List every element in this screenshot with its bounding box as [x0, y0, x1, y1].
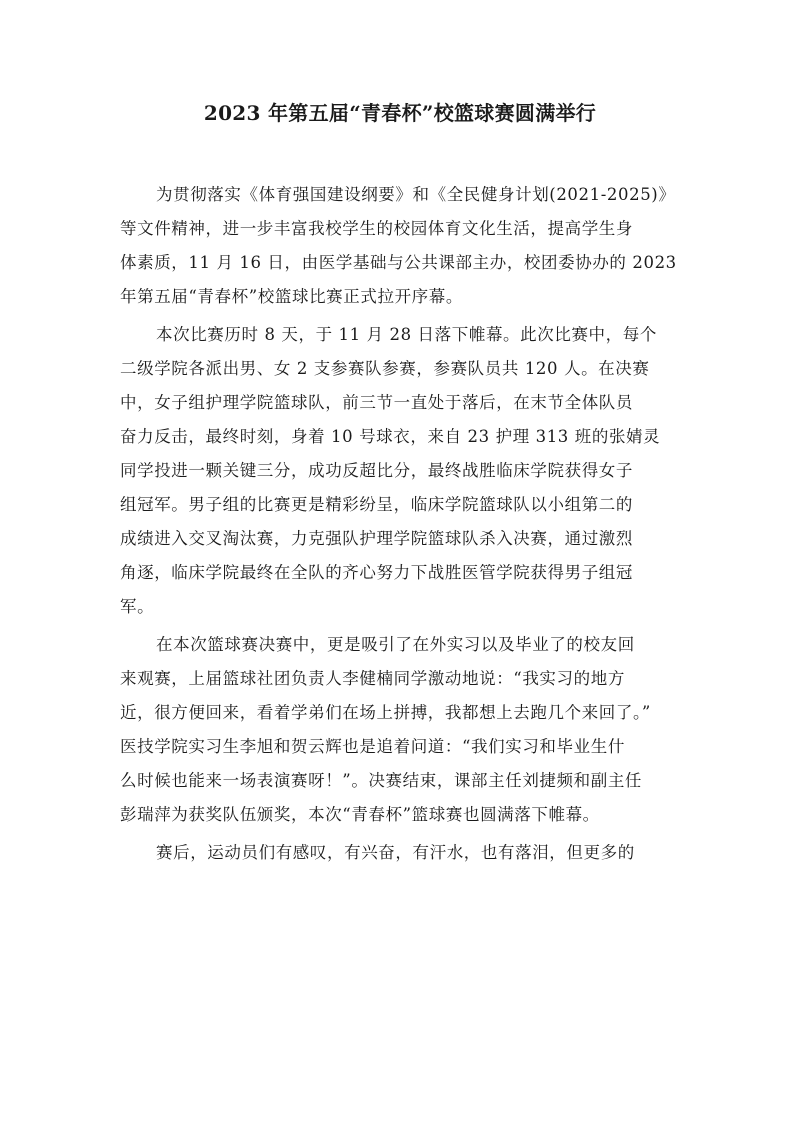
text-line: 近，很方便回来，看着学弟们在场上拼搏，我都想上去跑几个来回了。”	[120, 703, 651, 722]
paragraph-1	[120, 178, 680, 314]
text-line: 角逐，临床学院最终在全队的齐心努力下战胜医管学院获得男子组冠	[120, 563, 633, 582]
text-line: 组冠军。男子组的比赛更是精彩纷呈，临床学院篮球队以小组第二的	[120, 495, 633, 514]
text-line: 二级学院各派出男、女 2 支参赛队参赛，参赛队员共 120 人。在决赛	[120, 359, 650, 378]
text-line: 中，女子组护理学院篮球队，前三节一直处于落后，在末节全体队员	[120, 393, 633, 412]
text-line: 来观赛，上届篮球社团负责人李健楠同学激动地说：“我实习的地方	[120, 669, 625, 688]
text-line: 等文件精神，进一步丰富我校学生的校园体育文化生活，提高学生身	[120, 219, 633, 238]
text-line: 在本次篮球赛决赛中，更是吸引了在外实习以及毕业了的校友回	[156, 635, 635, 654]
paragraph-3	[120, 628, 680, 832]
document-title: 2023 年第五届“青春杯”校篮球赛圆满举行	[203, 101, 597, 125]
text-line: 彭瑞萍为获奖队伍颁奖，本次“青春杯”篮球赛也圆满落下帷幕。	[120, 805, 600, 824]
text-line: 本次比赛历时 8 天，于 11 月 28 日落下帷幕。此次比赛中，每个	[156, 325, 657, 344]
text-line: 成绩进入交叉淘汰赛，力克强队护理学院篮球队杀入决赛，通过激烈	[120, 529, 633, 548]
document-body	[120, 178, 680, 870]
text-line: 赛后，运动员们有感叹，有兴奋，有汗水，也有落泪，但更多的	[156, 843, 635, 862]
text-line: 为贯彻落实《体育强国建设纲要》和《全民健身计划(2021-2025)》	[156, 185, 676, 204]
text-line: 奋力反击，最终时刻，身着 10 号球衣，来自 23 护理 313 班的张婧灵	[120, 427, 661, 446]
paragraph-2	[120, 318, 680, 624]
text-line: 同学投进一颗关键三分，成功反超比分，最终战胜临床学院获得女子	[120, 461, 633, 480]
text-line: 军。	[120, 597, 155, 616]
text-line: 年第五届“青春杯”校篮球比赛正式拉开序幕。	[120, 287, 463, 306]
text-line: 医技学院实习生李旭和贺云辉也是追着问道：“我们实习和毕业生什	[120, 737, 625, 756]
paragraph-4	[120, 836, 680, 870]
text-line: 体素质，11 月 16 日，由医学基础与公共课部主办，校团委协办的 2023	[120, 253, 677, 272]
text-line: 么时候也能来一场表演赛呀！”。决赛结束，课部主任刘捷频和副主任	[120, 771, 643, 790]
